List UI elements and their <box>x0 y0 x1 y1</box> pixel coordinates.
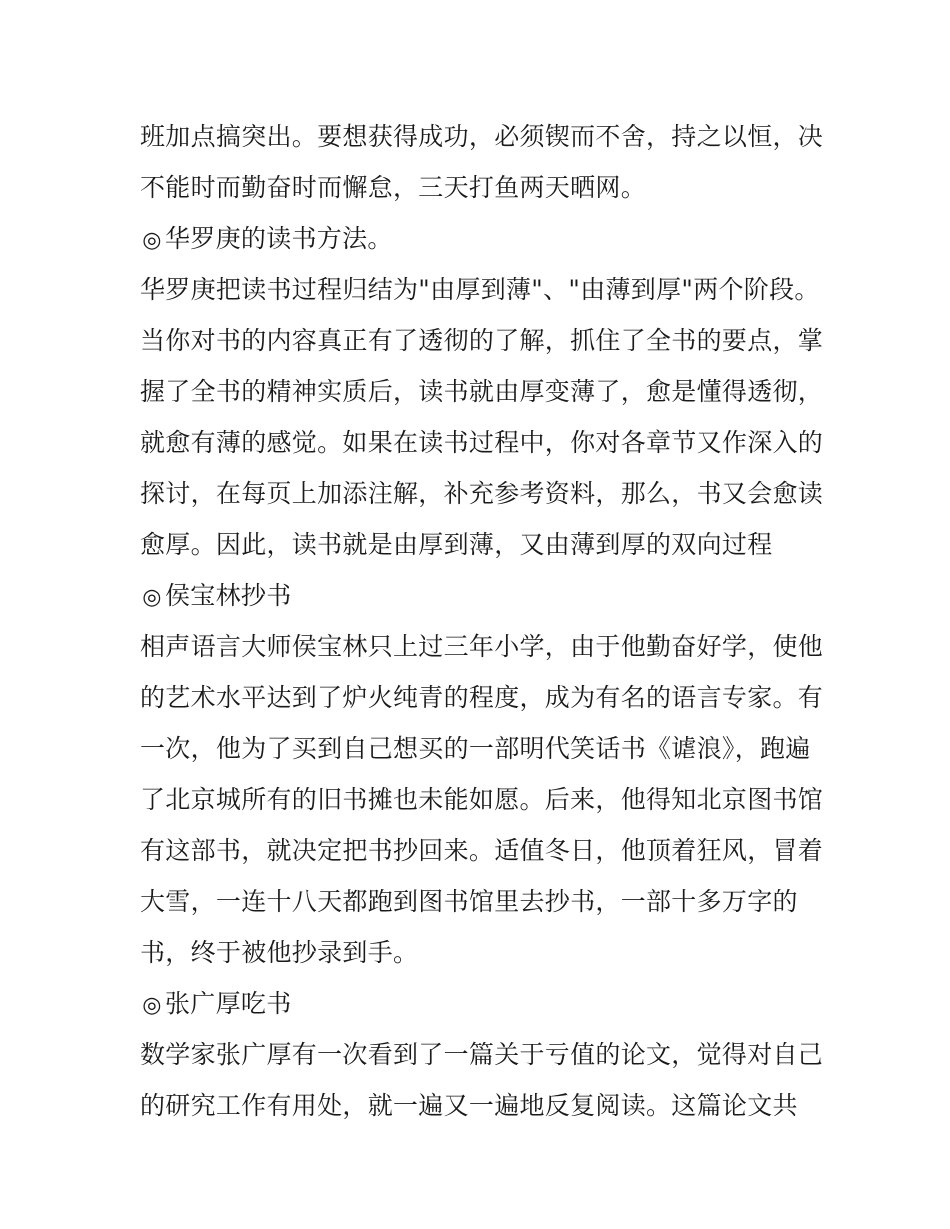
section-heading-text: 华罗庚的读书方法。 <box>165 224 393 253</box>
bullseye-icon: ◎ <box>142 993 162 1018</box>
section-heading <box>140 213 820 264</box>
body-line: 班加点搞突出。要想获得成功，必须锲而不舍，持之以恒，决 <box>140 122 824 151</box>
body-line: 愈厚。因此，读书就是由厚到薄，又由薄到厚的双向过程 <box>140 530 773 559</box>
section-heading-text: 侯宝林抄书 <box>165 581 292 610</box>
body-line: 华罗庚把读书过程归结为"由厚到薄"、"由薄到厚"两个阶段。 <box>140 275 820 304</box>
body-line: 书，终于被他抄录到手。 <box>140 938 419 967</box>
bullseye-icon: ◎ <box>142 228 162 253</box>
body-line: 的研究工作有用处，就一遍又一遍地反复阅读。这篇论文共 <box>140 1091 798 1120</box>
section-heading-text: 张广厚吃书 <box>165 989 292 1018</box>
body-line: 的艺术水平达到了炉火纯青的程度，成为有名的语言专家。有 <box>140 683 824 712</box>
body-line: 了北京城所有的旧书摊也未能如愿。后来，他得知北京图书馆 <box>140 785 824 814</box>
body-line: 相声语言大师侯宝林只上过三年小学，由于他勤奋好学，使他 <box>140 632 824 661</box>
body-line: 探讨，在每页上加添注解，补充参考资料，那么，书又会愈读 <box>140 479 824 508</box>
body-line: 有这部书，就决定把书抄回来。适值冬日，他顶着狂风，冒着 <box>140 836 824 865</box>
body-line: 就愈有薄的感觉。如果在读书过程中，你对各章节又作深入的 <box>140 428 824 457</box>
body-line: 一次，他为了买到自己想买的一部明代笑话书《谑浪》，跑遍 <box>140 734 811 763</box>
body-line: 大雪，一连十八天都跑到图书馆里去抄书，一部十多万字的 <box>140 887 798 916</box>
bullseye-icon: ◎ <box>142 585 162 610</box>
section-heading <box>140 978 820 1029</box>
body-line: 当你对书的内容真正有了透彻的了解，抓住了全书的要点，掌 <box>140 326 824 355</box>
body-line: 不能时而勤奋时而懈怠，三天打鱼两天晒网。 <box>140 173 647 202</box>
body-line: 握了全书的精神实质后，读书就由厚变薄了，愈是懂得透彻， <box>140 377 824 406</box>
document-body <box>140 111 824 1131</box>
section-heading <box>140 570 820 621</box>
body-line: 数学家张广厚有一次看到了一篇关于亏值的论文，觉得对自己 <box>140 1040 824 1069</box>
